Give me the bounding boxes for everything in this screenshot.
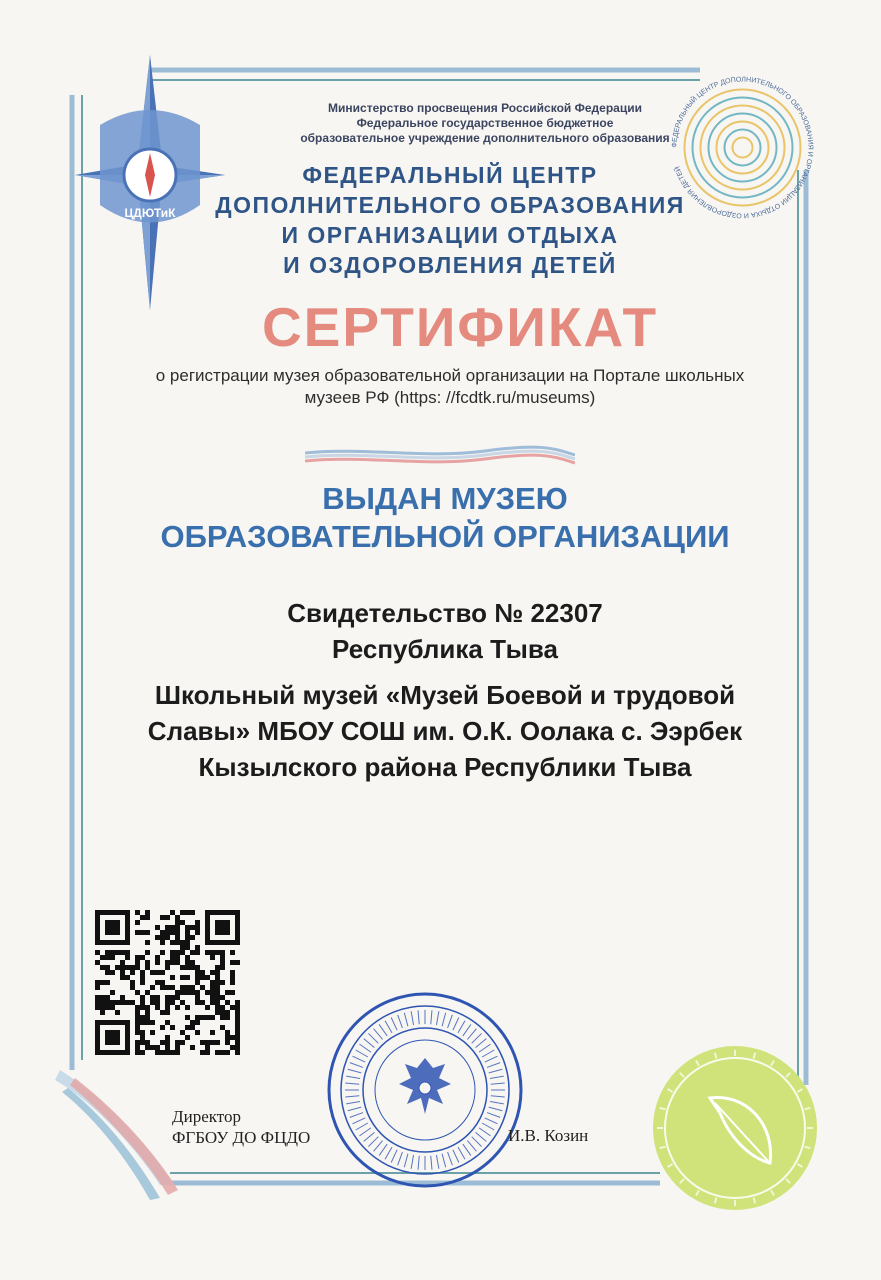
ministry-line: образовательное учреждение дополнительного образования <box>300 131 670 145</box>
official-seal-icon <box>325 990 525 1190</box>
region: Республика Тыва <box>332 634 558 664</box>
issued-line: ОБРАЗОВАТЕЛЬНОЙ ОРГАНИЗАЦИИ <box>160 519 730 554</box>
position-line: ФГБОУ ДО ФЦДО <box>172 1128 311 1147</box>
position-line: Директор <box>172 1107 241 1126</box>
museum-line: Школьный музей «Музей Боевой и трудовой <box>154 680 736 710</box>
certificate-title: СЕРТИФИКАТ <box>261 296 659 358</box>
ministry-block <box>250 101 720 146</box>
ministry-line: Федеральное государственное бюджетное <box>356 116 614 130</box>
org-name-line: ФЕДЕРАЛЬНЫЙ ЦЕНТР <box>302 162 598 188</box>
museum-line: Славы» МБОУ СОШ им. О.К. Оолака с. Ээрбек <box>147 716 743 746</box>
emblem-ring-text: ФЕДЕРАЛЬНЫЙ ЦЕНТР ДОПОЛНИТЕЛЬНОГО ОБРАЗОВАНИЯ И ОРГАНИЗАЦИИ ОТДЫХА И ОЗДОРОВЛЕНИЯ ДЕТЕЙ <box>671 76 814 219</box>
org-name-line: И ОЗДОРОВЛЕНИЯ ДЕТЕЙ <box>283 252 617 278</box>
ministry-line: Министерство просвещения Российской Федерации <box>328 101 642 115</box>
subtitle-line: о регистрации музея образовательной организации на Портале школьных <box>155 366 745 385</box>
museum-line: Кызылского района Республики Тыва <box>198 752 692 782</box>
qr-code-icon <box>95 910 240 1055</box>
issued-to-block <box>120 480 770 556</box>
certificate-number: Свидетельство № 22307 <box>287 598 603 628</box>
signatory-position <box>172 1106 310 1148</box>
flag-ribbon-icon <box>305 445 575 469</box>
issued-line: ВЫДАН МУЗЕЮ <box>322 481 568 516</box>
logo-text: ЦДЮТиК <box>124 206 176 220</box>
org-name-line: И ОРГАНИЗАЦИИ ОТДЫХА <box>281 222 619 248</box>
subtitle-line: музеев РФ (https: //fcdtk.ru/museums) <box>304 388 596 407</box>
certificate-subtitle <box>100 365 800 409</box>
org-name-line: ДОПОЛНИТЕЛЬНОГО ОБРАЗОВАНИЯ <box>215 192 685 218</box>
compass-star-icon <box>75 55 225 310</box>
signatory-name: И.В. Козин <box>508 1126 589 1145</box>
organization-name <box>210 160 690 280</box>
certificate-body <box>70 595 820 785</box>
quill-stamp-icon <box>650 1043 820 1213</box>
